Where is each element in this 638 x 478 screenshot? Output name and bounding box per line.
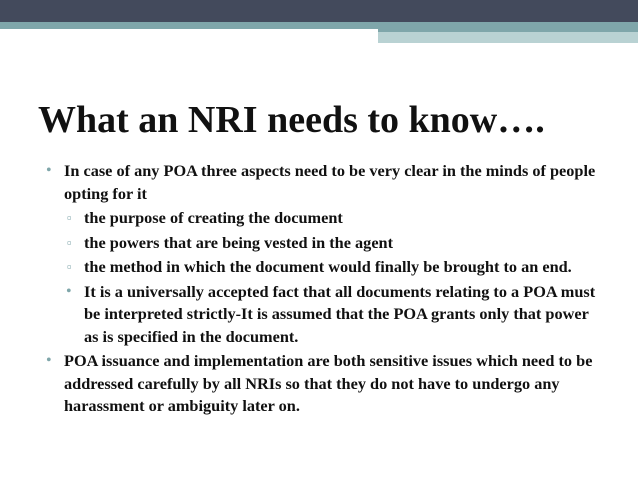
bullet-icon: • [46,352,52,369]
bullet-item-poa-aspects [0,160,604,205]
slide-title: What an NRI needs to know…. [38,99,545,141]
square-bullet-icon: ▫ [67,210,72,225]
header-band-dark [0,0,638,22]
bullet-text: In case of any POA three aspects need to be very clear in the minds of people opting for it [64,161,596,203]
bullet-text: POA issuance and implementation are both sensitive issues which need to be addressed carefully by all NRIs so that they do not have to undergo any harassment or ambiguity later on. [64,351,593,415]
bullet-text: the purpose of creating the document [84,208,343,227]
bullet-icon: • [66,282,72,300]
bullet-text: the method in which the document would finally be brought to an end. [84,257,572,276]
square-bullet-icon: ▫ [67,259,72,274]
bullet-text: It is a universally accepted fact that all documents relating to a POA must be interpreted strictly-It is assumed that the POA grants only that power as is specified in the document. [84,281,596,346]
sub-bullet-item-purpose [0,207,598,230]
bullet-item-poa-issuance [0,350,604,418]
bullet-icon: • [46,162,52,179]
square-bullet-icon: ▫ [67,234,72,250]
header-band-light [378,32,638,43]
header-band-teal-left [0,22,378,29]
sub-bullet-item-interpretation [0,281,598,349]
header-band-teal-right [378,22,638,32]
sub-bullet-item-method [0,256,598,279]
bullet-list [0,160,638,418]
bullet-text: the powers that are being vested in the agent [84,232,394,252]
sub-bullet-item-powers [0,232,598,255]
